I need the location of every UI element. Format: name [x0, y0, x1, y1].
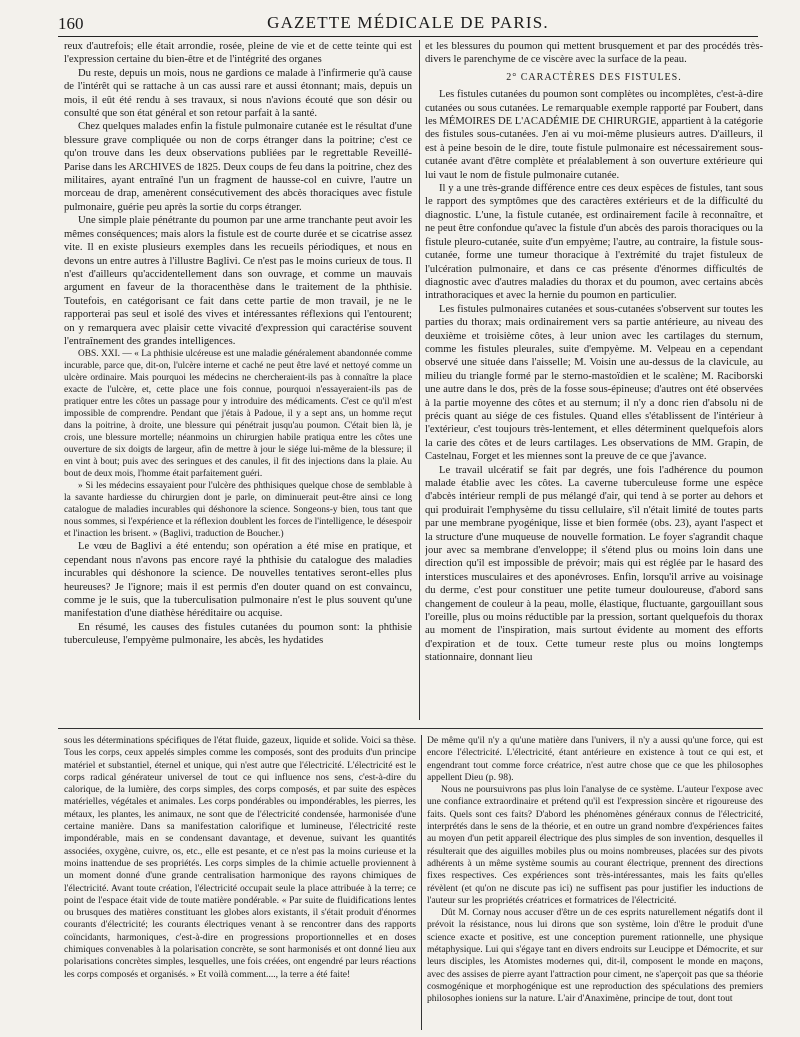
paragraph: Du reste, depuis un mois, nous ne gardions ce malade à l'infirmerie qu'à cause de l'intérêt qui se rattache à un cas aussi rare et aussi étonnant; mais, depuis un mois, il eût été rendu à ses travaux, si nous n'avions écouté que son désir ou consulté que son état général et son retour parfait à la santé. [64, 67, 412, 120]
paragraph: Les fistules cutanées du poumon sont complètes ou incomplètes, c'est-à-dire cutanées ou sous cutanées. Le remarquable exemple rapporté par Foubert, dans les MÉMOIRES DE L'ACADÉMIE DE CHIRURGIE, appartient à la catégorie des fistules sous-cutanées. J'en ai vu moi-même plusieurs autres. D'ailleurs, il est à peine besoin de le dire, toute fistule pulmonaire est nécessairement sous-cutanée avant d'être complète et préalablement à son ouverture extérieure qui lui vaut le nom de fistule pulmonaire cutanée. [425, 89, 763, 181]
upper-right-column [425, 40, 763, 720]
paragraph: En résumé, les causes des fistules cutanées du poumon sont: la phthisie tuberculeuse, l'empyème pulmonaire, les abcès, les hydatides [64, 621, 412, 647]
paragraph: De même qu'il n'y a qu'une matière dans l'univers, il n'y a aussi qu'une force, qui est encore l'électricité. L'électricité, étant antérieure en existence à tout ce qui est, et engendrant tout comme force créatrice, n'est autre chose que ce que les philosophes appellent Dieu (p. 98). [427, 735, 763, 783]
column-divider [421, 735, 422, 1030]
paragraph: reux d'autrefois; elle était arrondie, rosée, pleine de vie et de cette teinte qui est l'expression certaine du bien-être et de l'intégrité des organes [64, 41, 412, 66]
paragraph: Nous ne poursuivrons pas plus loin l'analyse de ce système. L'auteur l'expose avec une confiance extraordinaire et prétend qu'il est l'expression sincère et rigoureuse des faits. Quels sont ces faits? D'abord les phénomènes généraux connus de l'électricité, interprétés dans le sens de la théorie, et en outre un grand nombre d'expériences faites au moyen d'un petit appareil électrique des plus simples de son invention, desquelles il résulterait que des aiguilles mobiles plus ou moins nombreuses, placées sur des pivots adhérents à un même système soumis au courant électrique, prennent des directions fixes respectives. Ces expériences sont très-intéressantes, mais les faits qu'elles révèlent (et qu'on ne discute pas ici) ne suffisent pas pour justifier les inductions de l'auteur sur les propriétés créatrices et formatrices de l'électricité. [427, 784, 763, 906]
paragraph: Il y a une très-grande différence entre ces deux espèces de fistules, tant sous le rapport des symptômes que des caractères extérieurs et de la difficulté du diagnostic. L'une, la fistule cutanée, est ordinairement facile à reconnaître, et ne peut être confondue qu'avec la fistule d'un abcès des parois thoraciques ou la fistule pleuro-cutanée, suite d'un empyème; l'autre, au contraire, la fistule sous-cutanée, forme une tumeur thoracique à l'extrémité du trajet fistuleux de l'ulcération pulmonaire, et dans ce cas présente d'énormes difficultés de diagnostic avec d'autres maladies du thorax et du poumon, avec certains abcès intrathoraciques et avec la hernie du poumon en particulier. [425, 183, 763, 302]
upper-left-column [64, 40, 412, 688]
column-divider [419, 40, 420, 720]
paragraph: Dût M. Cornay nous accuser d'être un de ces esprits naturellement négatifs dont il prévoit la résistance, nous lui dirons que son système, loin d'être le produit d'une science exacte et positive, est une conception purement rationnelle, une physique métaphysique. Lui qui s'égaye tant en divers endroits sur Leucippe et Démocrite, et sur leurs disciples, les Atomistes modernes qui, dit-il, composent le monde en maçons, avec des assises de pierre ayant l'attraction pour ciment, ne s'aperçoit pas que sa théorie cosmogénique et morphogénique est une reproduction des spéculations des premiers philosophes ioniens sur la nature. L'air d'Anaximène, principe de tout, dont tout [427, 907, 763, 1005]
journal-title: GAZETTE MÉDICALE DE PARIS. [267, 13, 549, 32]
observation-quote: OBS. XXI. — « La phthisie ulcéreuse est une maladie généralement abandonnée comme incurable, parce que, dit-on, l'ulcère interne et caché ne peut être lavé et nettoyé comme un ulcère ordinaire. Mais pourquoi les médecins ne chercheraient-ils pas à connaître la place exacte de l'ulcère, et, cette place une fois connue, pourquoi n'essayeraient-ils pas de pratiquer entre les côtes un passage pour y introduire des médicaments. C'est ce qu'il m'est impossible de comprendre. Pendant que j'étais à Padoue, il y a sept ans, un homme reçut dans la poitrine, à droite, une blessure qui pénétrait jusqu'au poumon. C'était bien là, je crois, une blessure mortelle; néanmoins un chirurgien habile pratiqua entre les côtes une ouverture de six doigts de largeur, afin de mettre à jour le siége lui-même de la blessure; il en vint à bout; puis avec des seringues et des canules, il fit des injections dans la plaie. Au bout de deux mois, l'homme était parfaitement guéri. [64, 349, 412, 480]
page-number: 160 [58, 14, 84, 33]
lower-left-column [64, 735, 416, 1030]
paragraph: et les blessures du poumon qui mettent brusquement et par des procédés très-divers le parenchyme de ce viscère avec la surface de la peau. [425, 41, 763, 66]
paragraph: Le vœu de Baglivi a été entendu; son opération a été mise en pratique, et cependant nous n'avons pas encore rayé la phthisie du catalogue des maladies incurables qui déshonore la science. De nouvelles tentatives seront-elles plus heureuses? Je l'ignore; mais il est permis d'en douter quand on est convaincu, comme je le suis, que la tuberculisation pulmonaire n'est le plus souvent qu'une manifestation d'une diathèse héréditaire ou acquise. [64, 541, 412, 620]
observation-quote: » Si les médecins essayaient pour l'ulcère des phthisiques quelque chose de semblable à la savante hardiesse du chirurgien dont je parle, on diminuerait peut-être ainsi ce long catalogue de maladies incurables qui déshonore la science. Songeons-y bien, tous tant que nous sommes, si l'expérience et la réflexion doublent les forces de l'intelligence, le désespoir et l'inaction les brisent. » (Baglivi, traduction de Boucher.) [64, 481, 412, 540]
page-header [58, 10, 758, 37]
paragraph: Une simple plaie pénétrante du poumon par une arme tranchante peut avoir les mêmes conséquences; mais alors la fistule est de courte durée et se cicatrise assez vite. Il en existe plusieurs exemples dans les recueils périodiques, et nous en devons un entre autres à l'illustre Baglivi. Ce n'est pas le moins curieux de tous. Il n'est d'ailleurs qu'accidentellement dans son ouvrage, et comme un mauvais argument en faveur de la thoracenthèse dans le traitement de la phthisie. Toutefois, en catégorisant ce fait dans cette partie de mon travail, je ne le rapporterai pas seul et isolé des vives et intéressantes réflexions qui l'entourent; on y remarquera avec plaisir cette vivacité d'expression qui caractérise souvent l'entraînement des grandes intelligences. [64, 215, 412, 347]
paragraph: Les fistules pulmonaires cutanées et sous-cutanées s'observent sur toutes les parties du thorax; mais ordinairement vers sa partie antérieure, au niveau des deuxième et troisième côtes, à leur union avec les cartilages du sternum, comme les fistules pleurales, suite d'empyème. M. Velpeau en a cependant observé une située dans l'aisselle; M. Voisin une au-dessus de la clavicule, au milieu du triangle formé par le sterno-mastoïdien et le scalène; M. Raciborski une autre dans le dos, près de la fosse sous-épineuse; d'autres ont été observées à la partie moyenne des côtes et au sternum; il n'y a donc rien d'absolu ni de précis quant au siége de ces fistules. Quand elles s'établissent de l'intérieur à l'extérieur, c'est toujours très-lentement, et elles déterminent quelquefois alors la carie des côtes et de leurs cartilages. Les observations de MM. Grapin, de Castelnau, Forget et les miennes sont la preuve de ce que j'avance. [425, 303, 763, 463]
section-separator [58, 728, 763, 729]
section-title: 2° CARACTÈRES DES FISTULES. [506, 71, 682, 83]
paragraph: sous les déterminations spécifiques de l'état fluide, gazeux, liquide et solide. Voici sa thèse. Tous les corps, ceux appelés simples comme les composés, sont des produits d'un principe matériel et substantiel, éternel et unique, qui n'est autre que l'électricité. L'électricité est le corps radical générateur universel de tout ce qui influence nos sens, c'est-à-dire du calorique, de la lumière, des corps simples, des corps composés, et par suite des espèces matérielles, végétales et animales. Les corps pondérables ou impondérables, les pierres, les métaux, les plantes, les animaux, ne sont que de l'électricité condensée, harmonisée d'une certaine manière. Dans sa manifestation calorifique et lumineuse, l'électricité reste impondérable, mais en se condensant davantage, et devenue, suivant les quantités associées, oxygène, cuivre, os, etc., elle est pesante, et ce n'est pas la moins curieuse et la moins inattendue de ses propriétés. Les corps simples de la chimie actuelle proviennent à un moment donné d'une grande centralisation harmonique des rayons chimiques de l'électricité. Avant toute création, l'électricité occupait seule la place attribuée à la terre; ce point de l'espace était vide de toute matière pondérable. « Par suite de fluidifications lentes ou brusques des matières constituant les globes alors existants, il s'était produit d'énormes courants d'électricité; les courants électriques venant à se rencontrer dans des rapports coïncidants, harmoniques, c'est-à-dire en progressions proportionnelles et en doses chimiques convenables à la polarisation concrète, se sont harmonisés et ont donné lieu aux polarisations concrètes simples, lesquelles, une fois créées, ont engendré par leurs réactions les corps composés et organisés. » Et voilà comment...., la terre a été faite! [64, 735, 416, 980]
lower-right-column [427, 735, 763, 1030]
paragraph: Le travail ulcératif se fait par degrés, une fois l'adhérence du poumon malade établie avec les côtes. La caverne tuberculeuse forme une espèce d'abcès intérieur rempli de pus mélangé d'air, qui tend à se porter au dehors et qui produirait l'emphysème du tissu cellulaire, s'il n'était limité de toutes parts par une membrane pyogénique, lisse et bien formée (obs. 23), ayant l'aspect et la structure d'une muqueuse de nouvelle formation. Le foyer s'agrandit chaque jour avec sa membrane d'enveloppe; il s'étend plus ou moins loin dans une direction qu'il est impossible de prévoir; mais qui est réglée par le hasard des interstices musculaires et des aponévroses. Enfin, lorsqu'il arrive au voisinage du derme, c'est pour constituer une petite tumeur douloureuse, d'abord sans changement de couleur à la peau, molle, élastique, fluctuante, gargouillant sous l'oreille, plus ou moins réductible par la pression, sortant quelquefois du thorax au moment de l'inspiration, mais surtout évidente au moment des efforts d'expiration et de toux. Cette tumeur reste plus ou moins longtemps stationnaire, donnant lieu [425, 464, 763, 664]
paragraph: Chez quelques malades enfin la fistule pulmonaire cutanée est le résultat d'une blessure grave compliquée ou non de corps étranger dans la poitrine; c'est ce qu'on trouve dans les deux observations publiées par le regrettable Reveillé-Parise dans les ARCHIVES de 1825. Deux coups de feu dans la poitrine, chez des militaires, ayant entraîné l'un un fragment de hausse-col en cuivre, l'autre un morceau de drap, amenèrent consécutivement des abcès thoraciques avec fistule pulmonaire, guérie peu après la sortie du corps étranger. [64, 121, 412, 213]
